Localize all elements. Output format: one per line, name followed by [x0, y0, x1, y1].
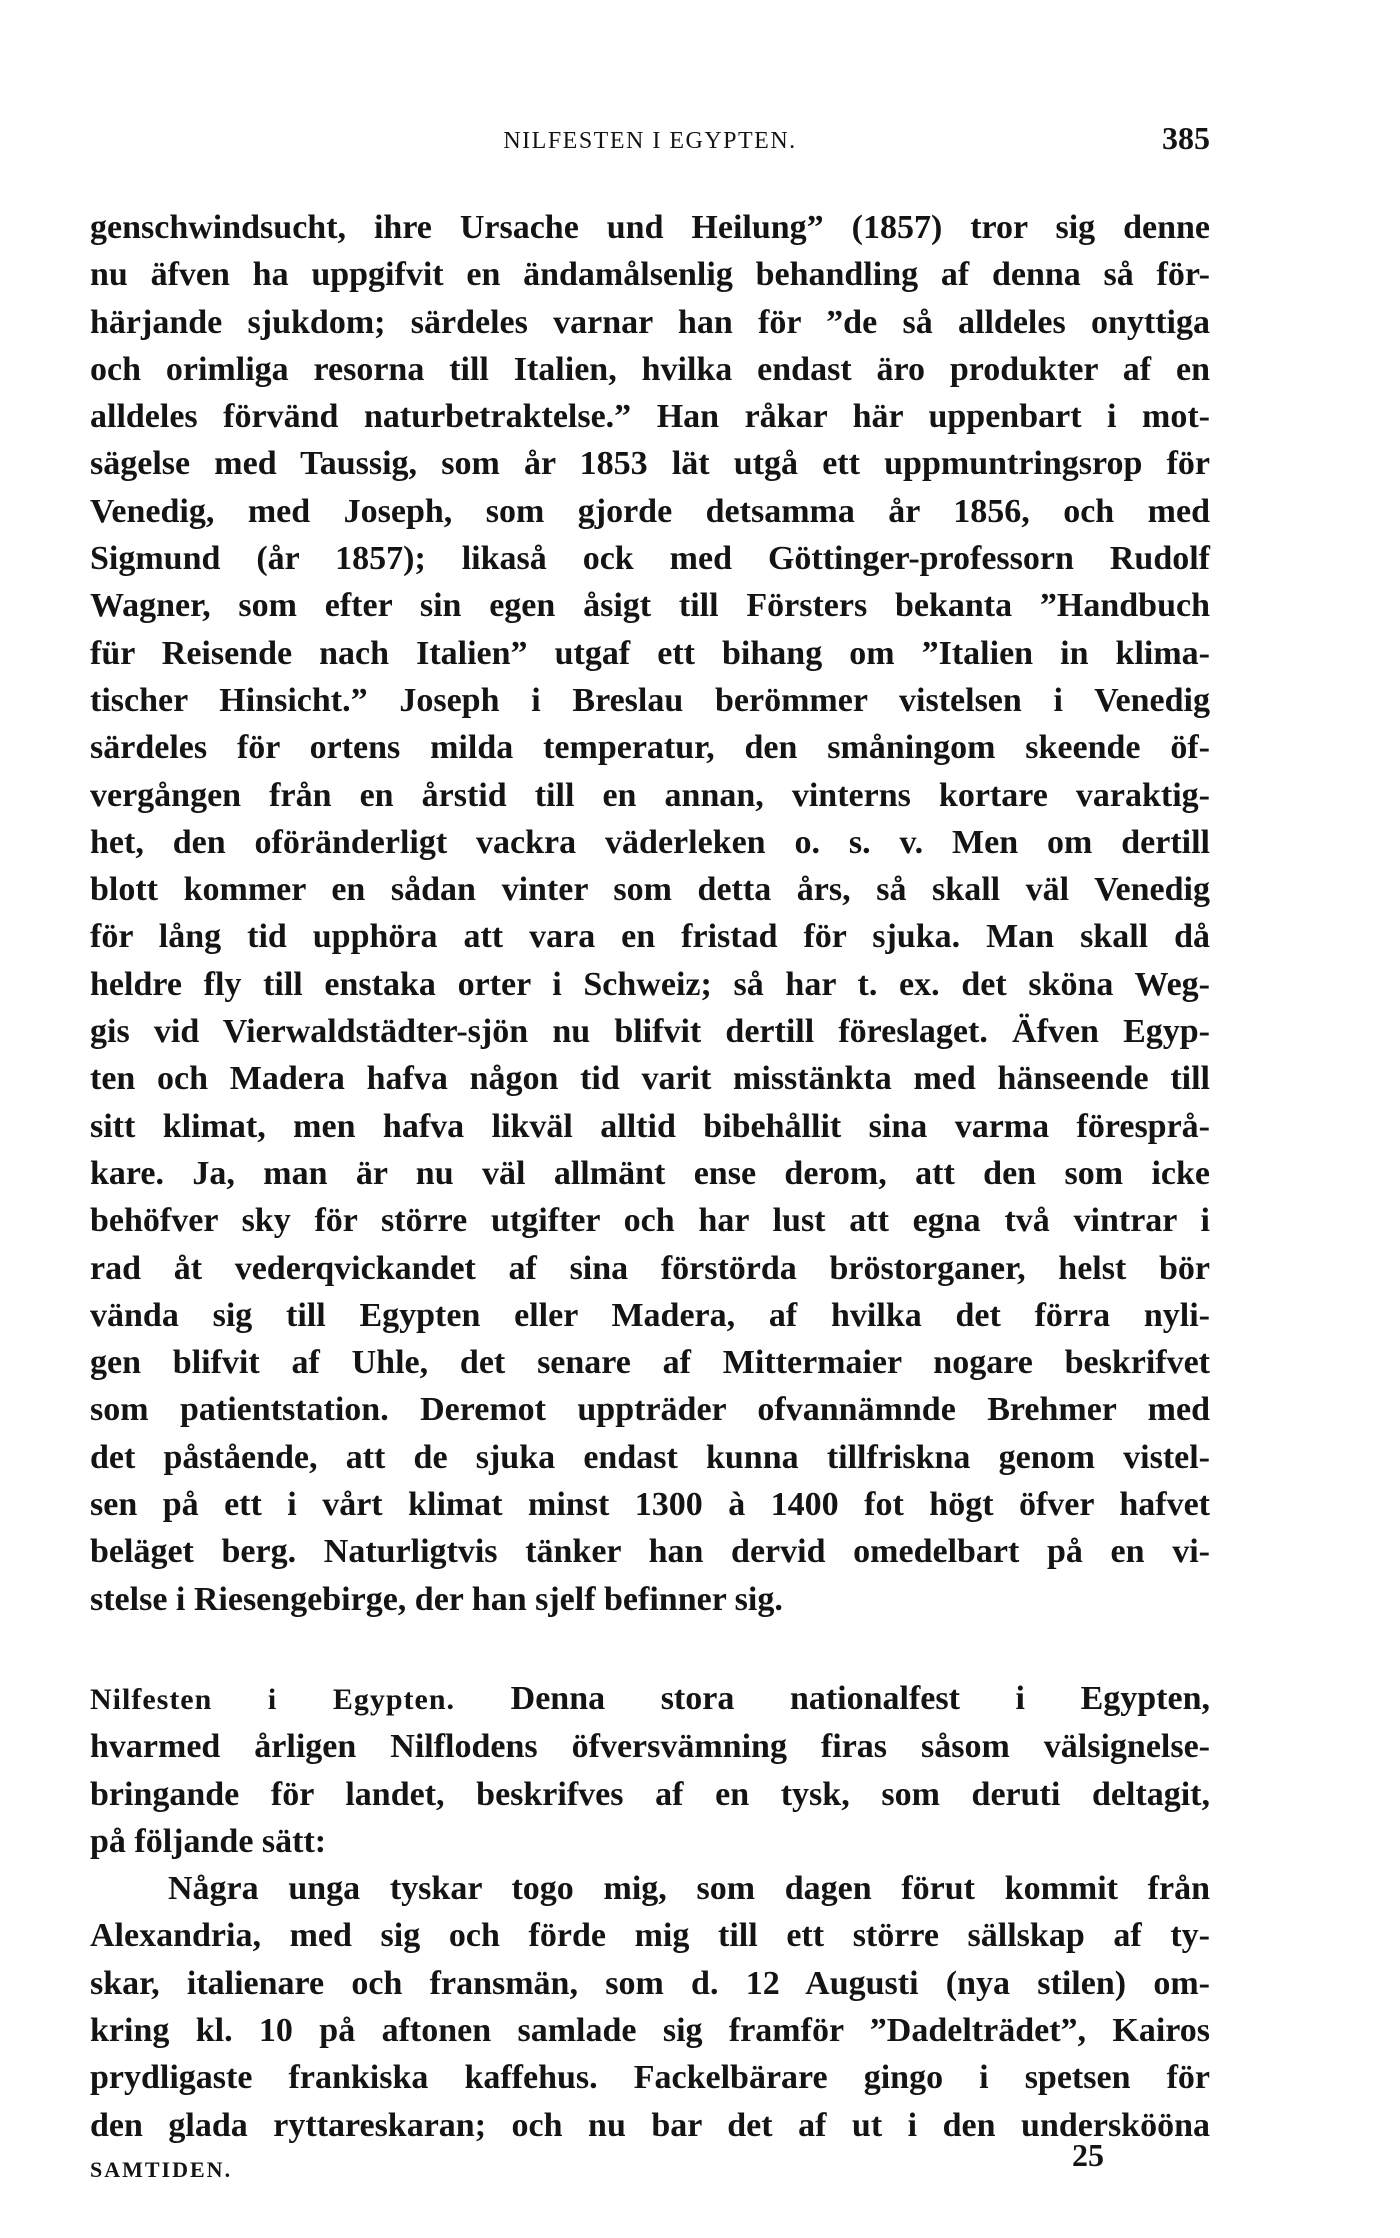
text-line: sitt klimat, men hafva likväl alltid bibehållit sina varma föresprå-	[90, 1107, 1210, 1145]
text-line: härjande sjukdom; särdeles varnar han för ”de så alldeles onyttiga	[90, 303, 1210, 341]
section-spacer	[90, 1623, 1210, 1675]
section-first-line	[90, 1675, 1210, 1723]
text-line: beläget berg. Naturligtvis tänker han dervid omedelbart på en vi-	[90, 1533, 1210, 1571]
paragraph-account	[90, 1865, 1210, 2149]
text-line: Några unga tyskar togo mig, som dagen förut kommit från	[168, 1870, 1210, 1908]
text-line: Wagner, som efter sin egen åsigt till Försters bekanta ”Handbuch	[90, 587, 1210, 625]
text-line: behöfver sky för större utgifter och har lust att egna två vintrar i	[90, 1202, 1210, 1240]
text-line: vända sig till Egypten eller Madera, af hvilka det förra nyli-	[90, 1296, 1210, 1334]
paragraph-continued	[90, 204, 1210, 1623]
text-line: sen på ett i vårt klimat minst 1300 à 1400 fot högt öfver hafvet	[90, 1486, 1210, 1524]
section-title: Nilfesten i Egypten.	[90, 1682, 456, 1716]
text-line: für Reisende nach Italien” utgaf ett bihang om ”Italien in klima-	[90, 634, 1210, 672]
text-line: Alexandria, med sig och förde mig till ett större sällskap af ty-	[90, 1917, 1210, 1955]
text-line: nu äfven ha uppgifvit en ändamålsenlig behandling af denna så för-	[90, 256, 1210, 294]
page-footer	[90, 2136, 1210, 2191]
text-line: gis vid Vierwaldstädter-sjön nu blifvit dertill föreslaget. Äfven Egyp-	[90, 1013, 1210, 1051]
text-line: det påstående, att de sjuka endast kunna tillfriskna genom vistel-	[90, 1438, 1210, 1476]
text-line: gen blifvit af Uhle, det senare af Mittermaier nogare beskrifvet	[90, 1344, 1210, 1382]
text-line: bringande för landet, beskrifves af en tysk, som deruti deltagit,	[90, 1775, 1210, 1813]
text-line: sägelse med Taussig, som år 1853 lät utgå ett uppmuntringsrop för	[90, 445, 1210, 483]
text-line: kring kl. 10 på aftonen samlade sig framför ”Dadelträdet”, Kairos	[90, 2011, 1210, 2049]
text-line: tischer Hinsicht.” Joseph i Breslau berömmer vistelsen i Venedig	[90, 681, 1210, 719]
text-line: och orimliga resorna till Italien, hvilka endast äro produkter af en	[90, 350, 1210, 388]
page-number: 385	[1162, 120, 1210, 156]
text-line: på följande sätt:	[90, 1822, 327, 1860]
book-page	[90, 120, 1210, 2191]
text-line: särdeles för ortens milda temperatur, den småningom skeende öf-	[90, 729, 1210, 767]
sheet-number: 25	[1072, 2136, 1104, 2173]
text-line: för lång tid upphöra att vara en fristad för sjuka. Man skall då	[90, 918, 1210, 956]
text-line: alldeles förvänd naturbetraktelse.” Han råkar här uppenbart i mot-	[90, 398, 1210, 436]
text-line: skar, italienare och fransmän, som d. 12 Augusti (nya stilen) om-	[90, 1964, 1210, 2002]
text-line: rad åt vederqvickandet af sina förstörda bröstorganer, helst bör	[90, 1249, 1210, 1287]
text-line: hvarmed årligen Nilflodens öfversvämning firas såsom välsignelse-	[90, 1728, 1210, 1766]
signature-mark: SAMTIDEN.	[90, 2156, 233, 2182]
running-title: NILFESTEN I EGYPTEN.	[503, 128, 797, 154]
text-line: vergången från en årstid till en annan, vinterns kortare varaktig-	[90, 776, 1210, 814]
text-line: som patientstation. Deremot uppträder ofvannämnde Brehmer med	[90, 1391, 1210, 1429]
text-line: het, den oföränderligt vackra väderleken o. s. v. Men om dertill	[90, 823, 1210, 861]
text-line: ten och Madera hafva någon tid varit misstänkta med hänseende till	[90, 1060, 1210, 1098]
text-line: Venedig, med Joseph, som gjorde detsamma år 1856, och med	[90, 492, 1210, 530]
text-line: Sigmund (år 1857); likaså ock med Göttinger-professorn Rudolf	[90, 540, 1210, 578]
text-line: prydligaste frankiska kaffehus. Fackelbärare gingo i spetsen för	[90, 2059, 1210, 2097]
text-line: den glada ryttareskaran; och nu bar det af ut i den underskööna	[90, 2106, 1210, 2144]
text-line: heldre fly till enstaka orter i Schweiz; så har t. ex. det sköna Weg-	[90, 965, 1210, 1003]
text-line: blott kommer en sådan vinter som detta års, så skall väl Venedig	[90, 871, 1210, 909]
running-header	[90, 120, 1210, 164]
section-first-line-text: Denna stora nationalfest i Egypten,	[510, 1679, 1211, 1717]
section-nilfesten	[90, 1675, 1210, 1865]
text-line: stelse i Riesengebirge, der han sjelf befinner sig.	[90, 1580, 783, 1618]
text-line: genschwindsucht, ihre Ursache und Heilung” (1857) tror sig denne	[90, 209, 1210, 246]
text-line: kare. Ja, man är nu väl allmänt ense derom, att den som icke	[90, 1154, 1210, 1192]
